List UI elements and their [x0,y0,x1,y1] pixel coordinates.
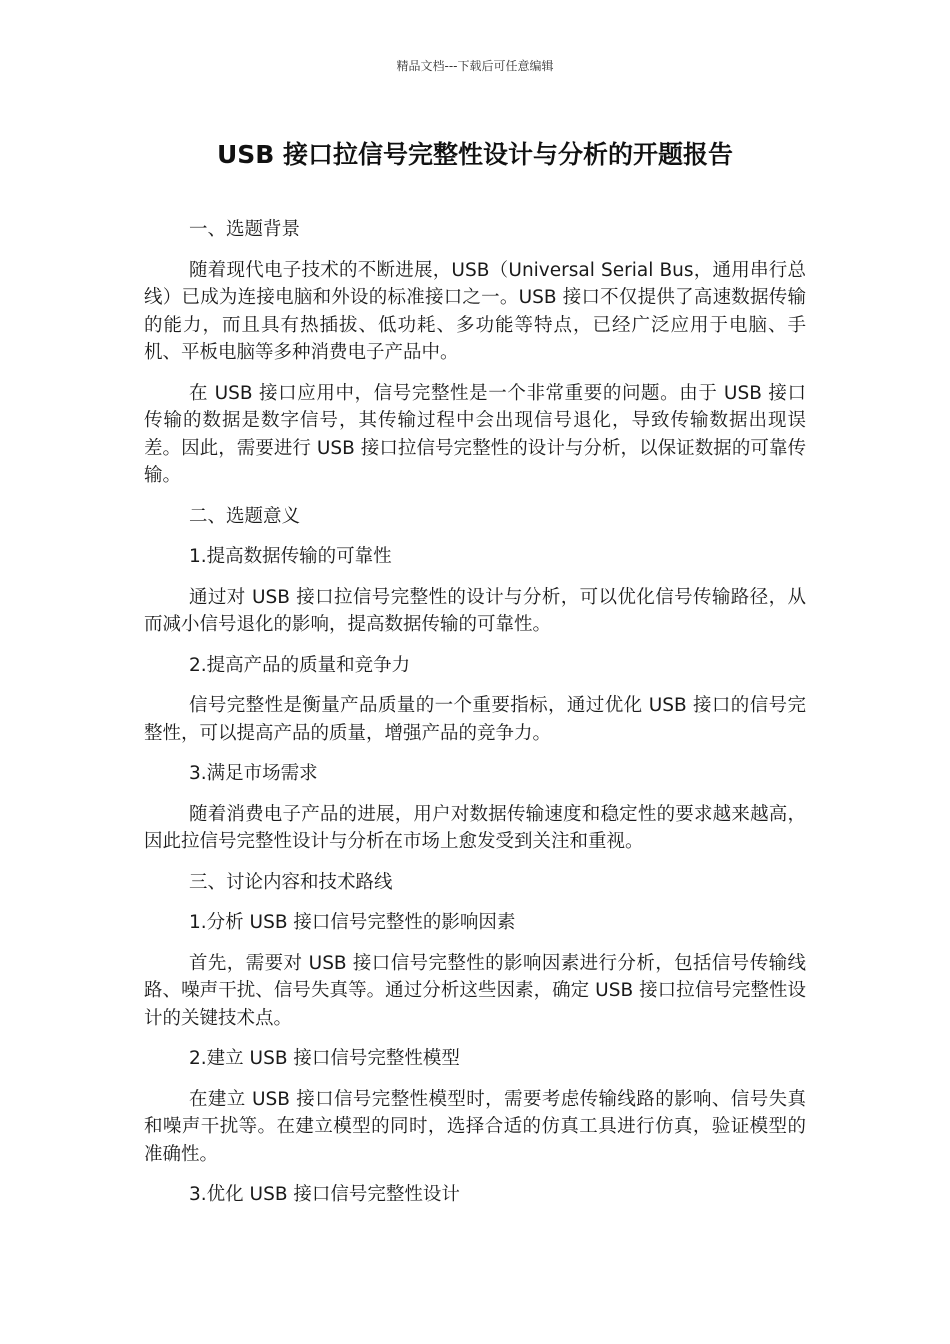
document-title: USB 接口拉信号完整性设计与分析的开题报告 [216,140,734,169]
body-paragraph: 通过对 USB 接口拉信号完整性的设计与分析，可以优化信号传输路径，从而减小信号退化的影响，提高数据传输的可靠性。 [144,586,806,635]
body-paragraph: 信号完整性是衡量产品质量的一个重要指标，通过优化 USB 接口的信号完整性，可以提高产品的质量，增强产品的竞争力。 [144,695,806,744]
subheading: 3.满足市场需求 [189,763,318,784]
body-paragraph: 随着现代电子技术的不断进展，USB（Universal Serial Bus，通用串行总线）已成为连接电脑和外设的标准接口之一。USB 接口不仅提供了高速数据传输的能力，而且具有热插拔、低功耗、多功能等特点，已经广泛应用于电脑、手机、平板电脑等多种消费电子产品中。 [144,259,806,363]
subheading: 1.分析 USB 接口信号完整性的影响因素 [189,912,516,933]
body-paragraph: 首先，需要对 USB 接口信号完整性的影响因素进行分析，包括信号传输线路、噪声干扰、信号失真等。通过分析这些因素，确定 USB 接口拉信号完整性设计的关键技术点。 [144,952,806,1029]
subheading: 2.提高产品的质量和竞争力 [189,654,411,676]
section-heading-research: 三、讨论内容和技术路线 [189,871,393,893]
document-body [144,216,806,1222]
subheading: 2.建立 USB 接口信号完整性模型 [189,1048,460,1069]
header-note: 精品文档---下载后可任意编辑 [396,59,554,73]
body-paragraph: 在建立 USB 接口信号完整性模型时，需要考虑传输线路的影响、信号失真和噪声干扰等。在建立模型的同时，选择合适的仿真工具进行仿真，验证模型的准确性。 [144,1088,806,1165]
section-heading-significance: 二、选题意义 [189,505,301,527]
section-heading-background: 一、选题背景 [189,219,301,240]
subheading: 3.优化 USB 接口信号完整性设计 [189,1184,460,1205]
body-paragraph: 在 USB 接口应用中，信号完整性是一个非常重要的问题。由于 USB 接口传输的数据是数字信号，其传输过程中会出现信号退化，导致传输数据出现误差。因此，需要进行 USB 接口拉信号完整性的设计与分析，以保证数据的可靠传输。 [144,382,806,486]
body-paragraph: 随着消费电子产品的进展，用户对数据传输速度和稳定性的要求越来越高，因此拉信号完整性设计与分析在市场上愈发受到关注和重视。 [144,803,806,852]
subheading: 1.提高数据传输的可靠性 [189,546,392,567]
